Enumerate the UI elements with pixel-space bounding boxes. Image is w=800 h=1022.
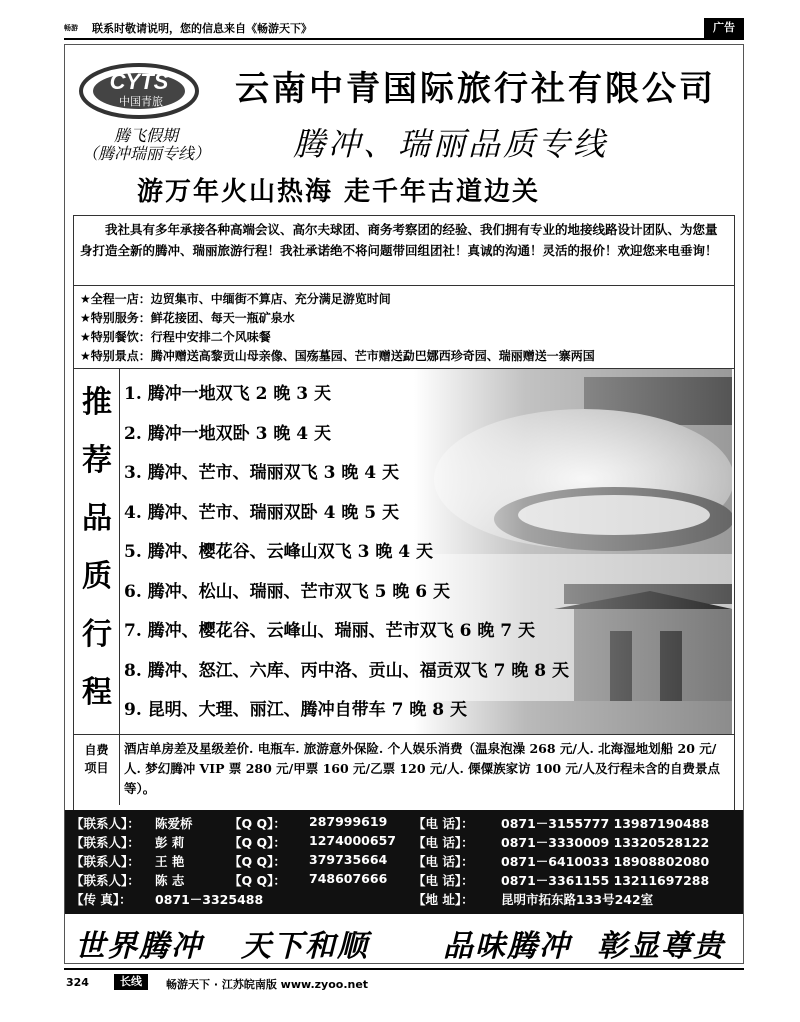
feature-item: ★特别餐饮：行程中安排二个风味餐: [80, 330, 271, 344]
contact-key: 【联系人】：: [71, 816, 140, 831]
product-line: 腾冲、瑞丽品质专线: [293, 125, 609, 163]
contact-key: 【联系人】：: [71, 854, 140, 869]
contact-panel: [65, 810, 743, 914]
contact-row: [71, 814, 737, 833]
qq-key: 【Q Q】：: [229, 816, 286, 831]
feature-item: ★特别景点：腾冲赠送高黎贡山母亲像、国殇墓园、芒市赠送勐巴娜西珍奇园、瑞丽赠送一寨两国: [80, 349, 595, 363]
route-list: [124, 375, 730, 731]
route-item: 5. 腾冲、樱花谷、云峰山双飞 3 晚 4 天: [124, 542, 433, 562]
self-pay-label: [74, 735, 120, 805]
feature-item: ★全程一店：边贸集市、中缅街不算店、充分满足游览时间: [80, 292, 391, 306]
self-pay-label-line1: 自费: [84, 743, 109, 757]
main-slogan: 游万年火山热海 走千年古道边关: [137, 177, 541, 207]
route-item: 6. 腾冲、松山、瑞丽、芒市双飞 5 晚 6 天: [124, 581, 450, 602]
address-key: 【地 址】：: [413, 892, 474, 907]
top-bar: [64, 18, 744, 40]
feature-list: [74, 286, 734, 368]
label-char: 程: [82, 675, 112, 710]
phone-key: 【电 话】：: [413, 854, 474, 869]
address-value: 昆明市拓东路133号242室: [501, 892, 654, 907]
route-item: 9. 昆明、大理、丽江、腾冲自带车 7 晚 8 天: [124, 700, 467, 720]
logo-text-top: CYTS: [109, 69, 169, 94]
route-item: 1. 腾冲一地双飞 2 晚 3 天: [124, 384, 331, 404]
intro-text: 我社具有多年承接各种高端会议、高尔夫球团、商务考察团的经验、我们拥有专业的地接线路设计团队、为您量身打造全新的腾冲、瑞丽旅游行程！我社承诺绝不将问题带回组团社！真诚的沟通！灵活的报价！欢迎您来电垂询！: [74, 216, 734, 286]
slogan-item: 世界腾冲: [75, 929, 203, 964]
recommended-label: [74, 369, 120, 735]
qq-number: 748607666: [309, 871, 388, 886]
ad-header: [65, 45, 743, 213]
qq-key: 【Q Q】：: [229, 873, 286, 888]
qq-number: 379735664: [309, 852, 388, 867]
phone-key: 【电 话】：: [413, 873, 474, 888]
self-pay-text: 酒店单房差及星级差价. 电瓶车. 旅游意外保险. 个人娱乐消费（温泉泡澡 268 元/人. 北海湿地划船 20 元/人. 梦幻腾冲 VIP 票 280 元/甲票 160 元/乙票 120 元/人. 傈僳族家访 100 元/人及行程未含的自费景点等）。: [124, 741, 721, 796]
slogan-item: 彰显尊贵: [597, 929, 725, 964]
contact-name: 陈 志: [155, 873, 185, 888]
phone-key: 【电 话】：: [413, 835, 474, 850]
label-char: 质: [82, 559, 112, 594]
route-item: 7. 腾冲、樱花谷、云峰山、瑞丽、芒市双飞 6 晚 7 天: [124, 621, 535, 641]
qq-number: 1274000657: [309, 833, 396, 848]
phone-number: 0871－3361155 13211697288: [501, 873, 710, 888]
contact-key: 【联系人】：: [71, 873, 140, 888]
qq-number: 287999619: [309, 814, 388, 829]
qq-key: 【Q Q】：: [229, 835, 286, 850]
bottom-slogans: [65, 917, 743, 963]
label-char: 荐: [82, 443, 112, 478]
route-item: 3. 腾冲、芒市、瑞丽双飞 3 晚 4 天: [124, 463, 399, 483]
contact-key: 【联系人】：: [71, 835, 140, 850]
ad-tag: 广告: [704, 18, 744, 38]
page-footer: [64, 968, 744, 990]
label-char: 行: [82, 617, 112, 652]
phone-key: 【电 话】：: [413, 816, 474, 831]
phone-number: 0871－3155777 13987190488: [501, 816, 710, 831]
page-number: 324: [66, 976, 89, 989]
slogan-item: 品味腾冲: [443, 929, 571, 964]
contact-row: [71, 852, 737, 871]
route-item: 4. 腾冲、芒市、瑞丽双卧 4 晚 5 天: [124, 502, 399, 523]
source-note: 联系时敬请说明，您的信息来自《畅游天下》: [92, 22, 312, 35]
sub-brand-line2: （腾冲瑞丽专线）: [81, 144, 210, 163]
route-item: 2. 腾冲一地双卧 3 晚 4 天: [124, 423, 331, 444]
magazine-logo: 畅游: [64, 24, 78, 32]
label-char: 品: [82, 501, 112, 536]
contact-name: 王 艳: [155, 854, 185, 869]
publication-info: 畅游天下 · 江苏皖南版 www.zyoo.net: [166, 978, 369, 991]
contact-name: 陈爱桥: [155, 816, 193, 831]
self-pay-section: [74, 734, 734, 804]
recommended-routes: [74, 368, 734, 734]
sub-brand: [71, 127, 221, 163]
company-name: 云南中青国际旅行社有限公司: [235, 69, 716, 109]
self-pay-label-line2: 项目: [84, 761, 109, 775]
label-char: 推: [82, 385, 112, 420]
route-item: 8. 腾冲、怒江、六库、丙中洛、贡山、福贡双飞 7 晚 8 天: [124, 660, 569, 681]
feature-item: ★特别服务：鲜花接团、每天一瓶矿泉水: [80, 311, 295, 325]
phone-number: 0871－3330009 13320528122: [501, 835, 710, 850]
contact-row: [71, 890, 737, 909]
contact-row: [71, 871, 737, 890]
sub-brand-line1: 腾飞假期: [113, 126, 178, 145]
fax-number: 0871－3325488: [155, 892, 264, 907]
content-box: [73, 215, 735, 880]
section-chip: 长线: [114, 974, 148, 990]
logo-text-bottom: 中国青旅: [119, 95, 163, 108]
ad-frame: [64, 44, 744, 964]
fax-key: 【传 真】：: [71, 892, 132, 907]
contact-name: 彭 莉: [155, 835, 185, 850]
slogan-item: 天下和顺: [241, 929, 369, 964]
contact-row: [71, 833, 737, 852]
qq-key: 【Q Q】：: [229, 854, 286, 869]
phone-number: 0871－6410033 18908802080: [501, 854, 710, 869]
